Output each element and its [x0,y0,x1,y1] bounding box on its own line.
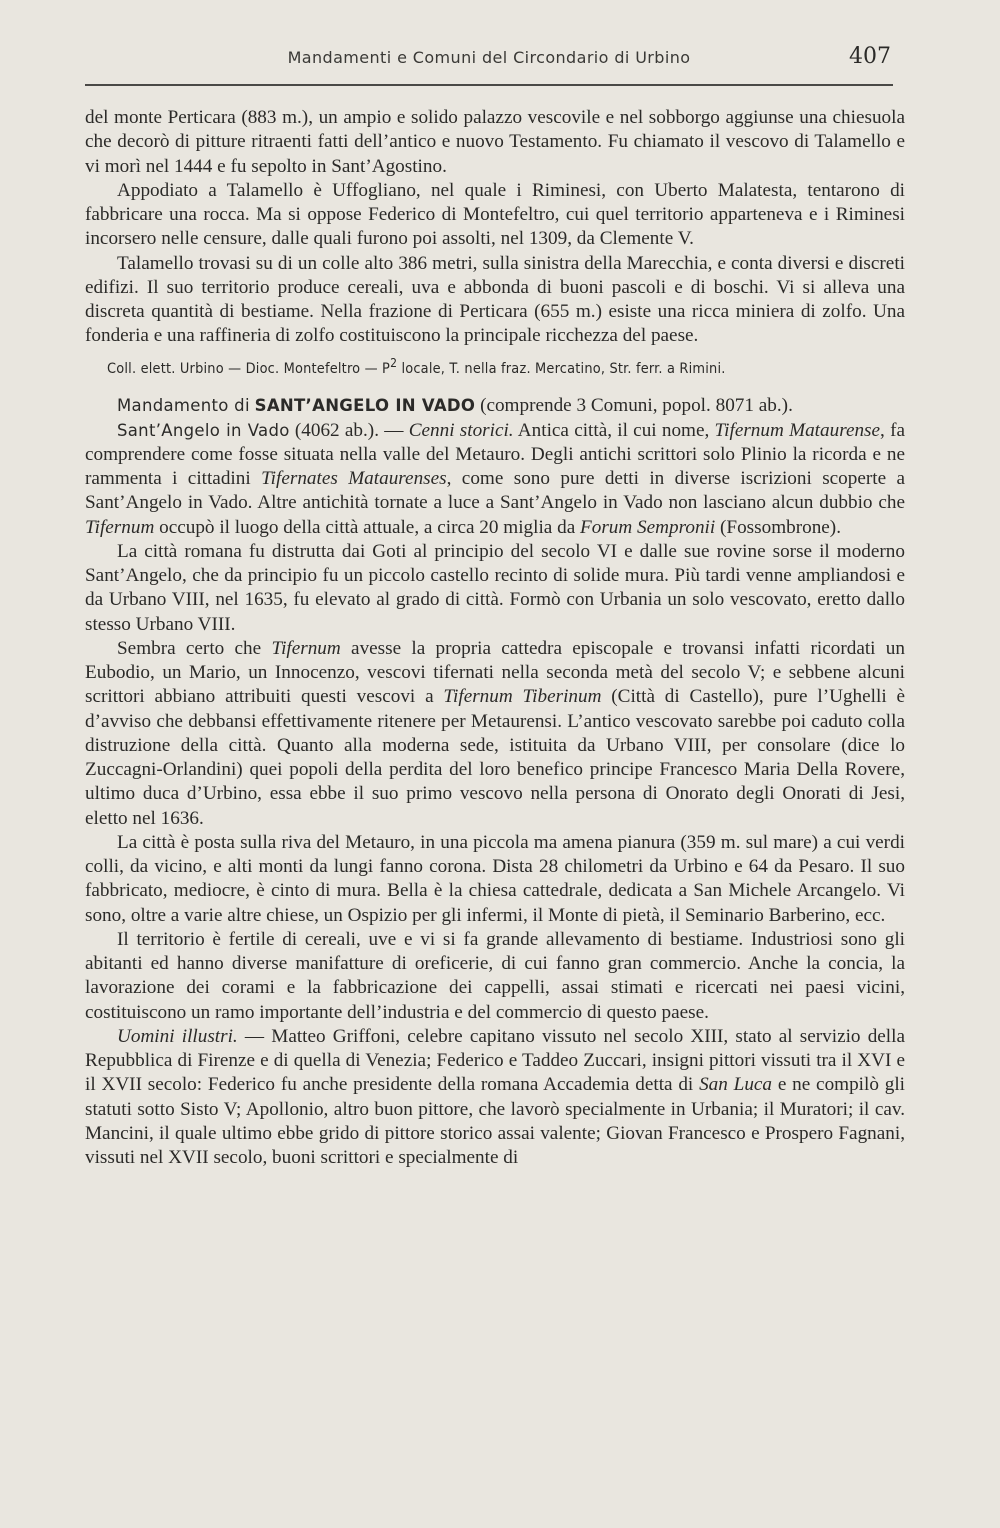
page-header [85,40,893,86]
note-superscript: 2 [390,355,398,370]
text-span: occupò il luogo della città attuale, a circa 20 miglia da [154,516,581,538]
paragraph-talamello-territory: Talamello trovasi su di un colle alto 386 metri, sulla sinistra della Marecchia, e conta diversi e discreti edifizi. Il suo territorio produce cereali, uva e abbonda di buoni pascoli e di boschi. Vi si alleva una discreta quantità di bestiame. Nella frazione di Perticara (655 m.) esiste una ricca miniera di zolfo. Una fonderia e una raffineria di zolfo costituiscono la principale ricchezza del paese. [85,252,905,347]
paragraph-uffogliano: Appodiato a Talamello è Uffogliano, nel quale i Riminesi, con Uberto Malatesta, tentarono di fabbricare una rocca. Ma si oppose Federico di Montefeltro, cui quel territorio apparteneva e i Riminesi incorsero nelle censure, dalle quali furono poi assolti, nel 1309, da Clemente V. [85,179,905,250]
text-span: — Matteo Griffoni, celebre capitano vissuto nel secolo XIII, stato al servizio della Repubblica di Firenze e di quella di Venezia; Federico e Taddeo Zuccari, insigni pittori vissuti tra il XVI e il XVII secolo: Federico fu anche presidente della romana Accademia detta di [85,1025,905,1096]
italic-term: Tifernum [85,516,155,538]
italic-term: Tifernum Mataurense [714,419,881,441]
comune-name: Sant’Angelo in Vado [117,420,290,440]
paragraph-city-location: La città è posta sulla riva del Metauro, in una piccola ma amena pianura (359 m. sul mare) a cui verdi colli, da vicino, e alti monti da lungi fanno corona. Dista 28 chilometri da Urbino e 64 da Pesaro. Il suo fabbricato, mediocre, è cinto di mura. Bella è la chiesa cattedrale, dedicata a San Michele Arcangelo. Vi sono, oltre a varie altre chiese, un Ospizio per gli infermi, il Monte di pietà, il Seminario Barberino, ecc. [85,831,905,926]
text-span: avesse la propria cattedra episcopale e trovansi infatti ricordati un Eubodio, un Mario, un Innocenzo, vescovi tifernati nella seconda metà del secolo V; e sebbene alcuni scrittori abbiano attribuiti questi vescovi a [85,637,905,708]
cenni-storici: Cenni storici. [408,419,514,441]
page-number: 407 [849,44,891,69]
note-text-end: locale, T. nella fraz. Mercatino, Str. ferr. a Rimini. [397,360,726,377]
text-span: , fa comprendere come fosse situata nella valle del Metauro. Degli antichi scrittori solo Plinio la ricorda e ne rammenta i cittadini [85,419,905,490]
paragraph-talamello-bishop: del monte Perticara (883 m.), un ampio e solido palazzo vescovile e nel sobborgo aggiunse una chiesuola che decorò di pitture ritraenti fatti dell’antico e nuovo Testamento. Fu chiamato il vescovo di Talamello e vi morì nel 1444 e fu sepolto in Sant’Agostino. [85,107,905,177]
body-text [85,106,905,1170]
paragraph-illustrious-men [85,1025,905,1171]
paragraph-sant-angelo-history [85,419,905,540]
text-span: e ne compilò gli statuti sotto Sisto V; Apollonio, altro buon pittore, che lavorò specialmente in Urbania; il Muratori; il cav. Mancini, il quale ultimo ebbe grido di pittore storico assai valente; Giovan Francesco e Prospero Fagnani, vissuti nel XVII secolo, buoni scrittori e specialmente di [85,1074,905,1169]
text-span: Sembra certo che [117,637,272,659]
text-span: (Città di Castello), pure l’Ughelli è d’avviso che debbansi effettivamente ritenere per Metaurensi. L’antico vescovato sarebbe poi caduto colla distruzione della città. Quanto alla moderna sede, istituita da Urbano VIII, per consolare (dice lo Zuccagni-Orlandini) quei popoli della perdita del loro benefico principe Francesco Maria Della Rovere, ultimo duca d’Urbino, essa ebbe il suo primo vescovo nella persona di Onorato degli Onorati di Jesi, eletto nel 1636. [85,686,905,829]
text-span: (Fossombrone). [715,516,841,538]
italic-term: Tifernum [271,637,341,659]
mandamento-name: SANT’ANGELO IN VADO [254,396,476,416]
italic-term: San Luca [699,1074,773,1096]
electoral-note [85,351,905,381]
note-text-start: Coll. elett. Urbino — Dioc. Montefeltro — P [107,360,391,377]
running-title: Mandamenti e Comuni del Circondario di Urbino [287,48,691,67]
paragraph-territory-industry: Il territorio è fertile di cereali, uve e vi si fa grande allevamento di bestiame. Industriosi sono gli abitanti ed hanno diverse manifatture di oreficerie, di cui fanno gran commercio. Anche la concia, la lavorazione dei corami e la fabbricazione dei cappelli, assai stimati e ricercati nei paesi vicini, costituiscono un ramo importante dell’industria e del commercio di questo paese. [85,928,905,1023]
text-span: , come sono pure detti in diverse iscrizioni scoperte a Sant’Angelo in Vado. Altre antichità tornate a luce a Sant’Angelo in Vado non lasciano alcun dubbio che [85,468,906,514]
comune-population: (4062 ab.). — [289,419,409,441]
mandamento-label: Mandamento di [117,396,250,416]
italic-term: Tifernum Tiberinum [443,686,602,708]
text-span: Antica città, il cui nome, [513,419,715,441]
mandamento-heading [85,394,905,418]
italic-term: Forum Sempronii [580,516,716,538]
italic-term: Tifernates Mataurenses [261,468,447,490]
uomini-illustri: Uomini illustri. [117,1025,238,1047]
paragraph-roman-city: La città romana fu distrutta dai Goti al principio del secolo VI e dalle sue rovine sorse il moderno Sant’Angelo, che da principio fu un piccolo castello recinto di solide mura. Più tardi venne ampliandosi e da Urbano VIII, nel 1635, fu elevato al grado di città. Formò con Urbania un solo vescovato, eretto dallo stesso Urbano VIII. [85,540,905,635]
paragraph-bishops [85,637,905,831]
mandamento-details: (comprende 3 Comuni, popol. 8071 ab.). [475,395,793,417]
